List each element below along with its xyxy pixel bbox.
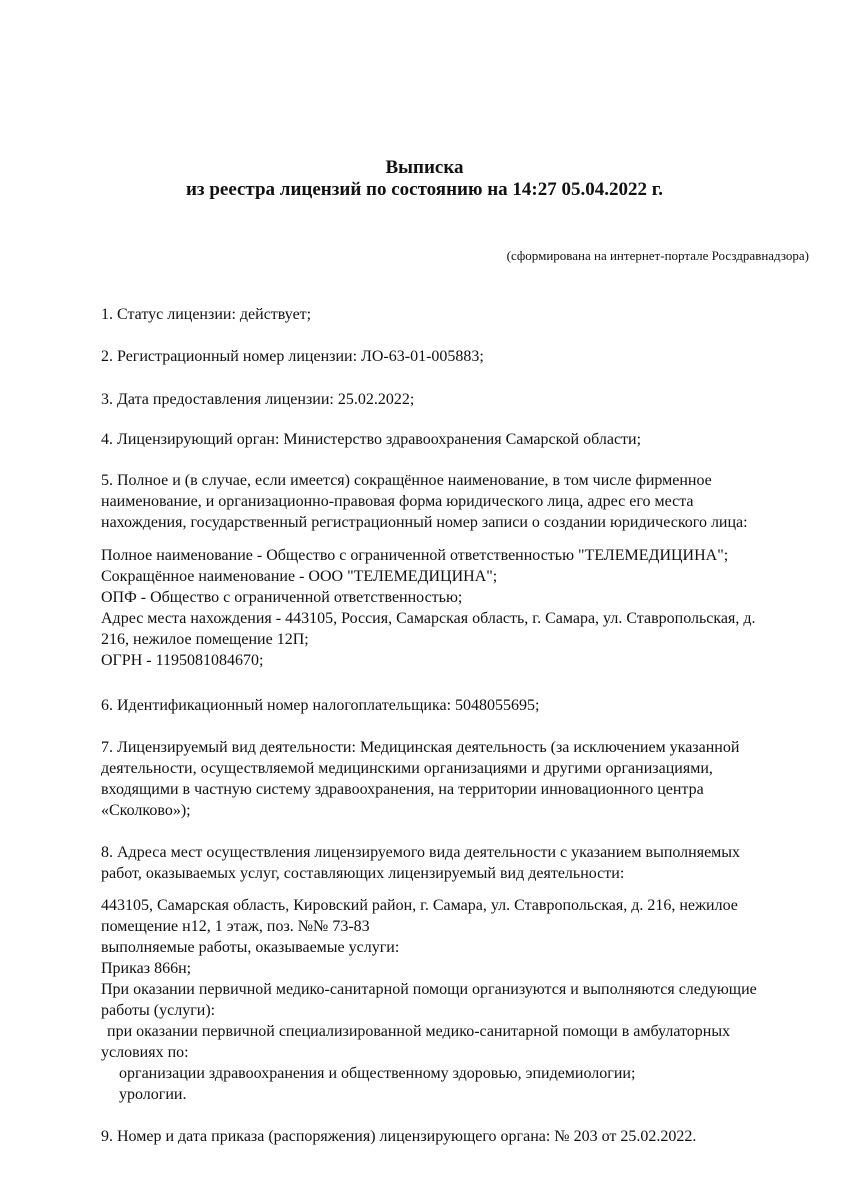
text-line: работы (услуги): [101,1002,216,1019]
item-name-header [101,470,821,533]
item-name-details [101,545,821,671]
text-line: При оказании первичной медико-санитарной помощи организуются и выполняются следующие [101,981,757,998]
text-line: организации здравоохранения и общественному здоровью, эпидемиологии; [119,1065,636,1082]
text-line: 7. Лицензируемый вид деятельности: Медицинская деятельность (за исключением указанной [101,739,740,756]
legal-form: ОПФ - Общество с ограниченной ответственностью; [101,589,463,606]
item-addresses-header [101,842,821,884]
text-line: входящими в частную систему здравоохранения, на территории инновационного центра [101,781,704,798]
address-cont: 216, нежилое помещение 12П; [101,631,309,648]
text-line: 8. Адреса мест осуществления лицензируемого вида деятельности с указанием выполняемых [101,844,741,861]
short-name: Сокращённое наименование - ООО "ТЕЛЕМЕДИЦИНА"; [101,568,498,585]
source-note: (сформирована на интернет-портале Росздравнадзора) [506,248,809,263]
item-authority: 4. Лицензирующий орган: Министерство здравоохранения Самарской области; [101,431,642,448]
address: Адрес места нахождения - 443105, Россия, Самарская область, г. Самара, ул. Ставропольская, д. [101,610,756,627]
title-line-1: Выписка [385,157,464,178]
text-line: помещение н12, 1 этаж, поз. №№ 73-83 [101,918,370,935]
item-date: 3. Дата предоставления лицензии: 25.02.2022; [101,391,415,408]
text-line: наименование, и организационно-правовая форма юридического лица, адрес его места [101,493,694,510]
text-line: нахождения, государственный регистрационный номер записи о создании юридического лица: [101,514,748,531]
text-line: Приказ 866н; [101,960,192,977]
title-line-2: из реестра лицензий по состоянию на 14:27 05.04.2022 г. [185,179,663,200]
item-reg-number: 2. Регистрационный номер лицензии: ЛО-63-01-005883; [101,348,484,365]
text-line: 443105, Самарская область, Кировский район, г. Самара, ул. Ставропольская, д. 216, нежилое [101,897,738,914]
text-line: условиях по: [101,1044,189,1061]
full-name: Полное наименование - Общество с ограниченной ответственностью "ТЕЛЕМЕДИЦИНА"; [101,547,729,564]
document-body [101,304,821,1147]
ogrn: ОГРН - 1195081084670; [101,652,264,669]
item-order: 9. Номер и дата приказа (распоряжения) лицензирующего органа: № 203 от 25.02.2022. [101,1128,697,1145]
document-title [0,157,849,201]
text-line: 5. Полное и (в случае, если имеется) сокращённое наименование, в том числе фирменное [101,472,712,489]
text-line: при оказании первичной специализированной медико-санитарной помощи в амбулаторных [107,1023,731,1040]
text-line: «Сколково»); [101,802,191,819]
text-line: урологии. [119,1086,187,1103]
text-line: работ, оказываемых услуг, составляющих лицензируемый вид деятельности: [101,865,625,882]
text-line: выполняемые работы, оказываемые услуги: [101,939,400,956]
item-status: 1. Статус лицензии: действует; [101,306,312,323]
text-line: деятельности, осуществляемой медицинскими организациями и другими организациями, [101,760,713,777]
item-addresses-details [101,895,821,1105]
item-inn: 6. Идентификационный номер налогоплательщика: 5048055695; [101,697,540,714]
item-activity [101,737,821,821]
